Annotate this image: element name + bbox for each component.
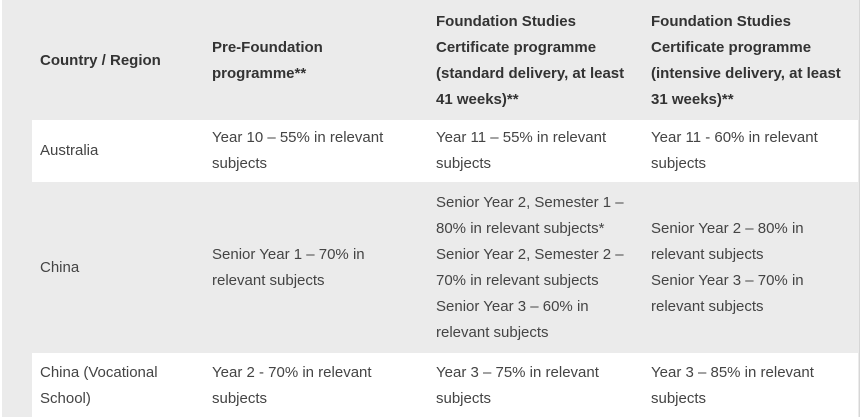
header-pre-foundation: Pre-Foundation programme**	[212, 39, 323, 82]
table-header-row	[32, 0, 858, 120]
requirement-line: Year 3 – 85% in relevant subjects	[651, 364, 814, 407]
standard-delivery-cell	[428, 120, 643, 182]
requirement-line: Senior Year 3 – 60% in relevant subjects	[436, 297, 589, 341]
table-row	[32, 120, 858, 182]
table-row	[32, 182, 858, 353]
country-cell: China (Vocational School)	[32, 353, 204, 419]
country-cell: China	[32, 182, 204, 353]
intensive-delivery-cell	[643, 182, 858, 353]
standard-delivery-cell	[428, 353, 643, 419]
requirement-line: Senior Year 2, Semester 1 – 80% in relevant subjects*	[436, 193, 624, 237]
requirement-line: Senior Year 2 – 80% in relevant subjects	[651, 219, 804, 263]
entry-requirements-table	[32, 0, 858, 419]
requirement-line: Senior Year 3 – 70% in relevant subjects	[651, 271, 804, 315]
requirement-line: Senior Year 2, Semester 2 – 70% in relevant subjects	[436, 245, 624, 289]
header-standard-delivery: Foundation Studies Certificate programme (standard delivery, at least 41 weeks)**	[436, 13, 625, 108]
country-cell: Australia	[32, 120, 204, 182]
pre-foundation-cell: Year 10 – 55% in relevant subjects	[204, 120, 428, 182]
intensive-delivery-cell	[643, 120, 858, 182]
header-country-region: Country / Region	[40, 52, 161, 69]
pre-foundation-cell: Year 2 - 70% in relevant subjects	[204, 353, 428, 419]
entry-requirements-panel	[2, 0, 860, 417]
table-row	[32, 353, 858, 419]
standard-delivery-cell	[428, 182, 643, 353]
requirement-line: Year 3 – 75% in relevant subjects	[436, 364, 599, 407]
header-intensive-delivery: Foundation Studies Certificate programme (intensive delivery, at least 31 weeks)**	[651, 13, 841, 108]
pre-foundation-cell: Senior Year 1 – 70% in relevant subjects	[204, 182, 428, 353]
requirement-line: Year 11 - 60% in relevant subjects	[651, 129, 818, 172]
intensive-delivery-cell	[643, 353, 858, 419]
requirement-line: Year 11 – 55% in relevant subjects	[436, 129, 607, 172]
